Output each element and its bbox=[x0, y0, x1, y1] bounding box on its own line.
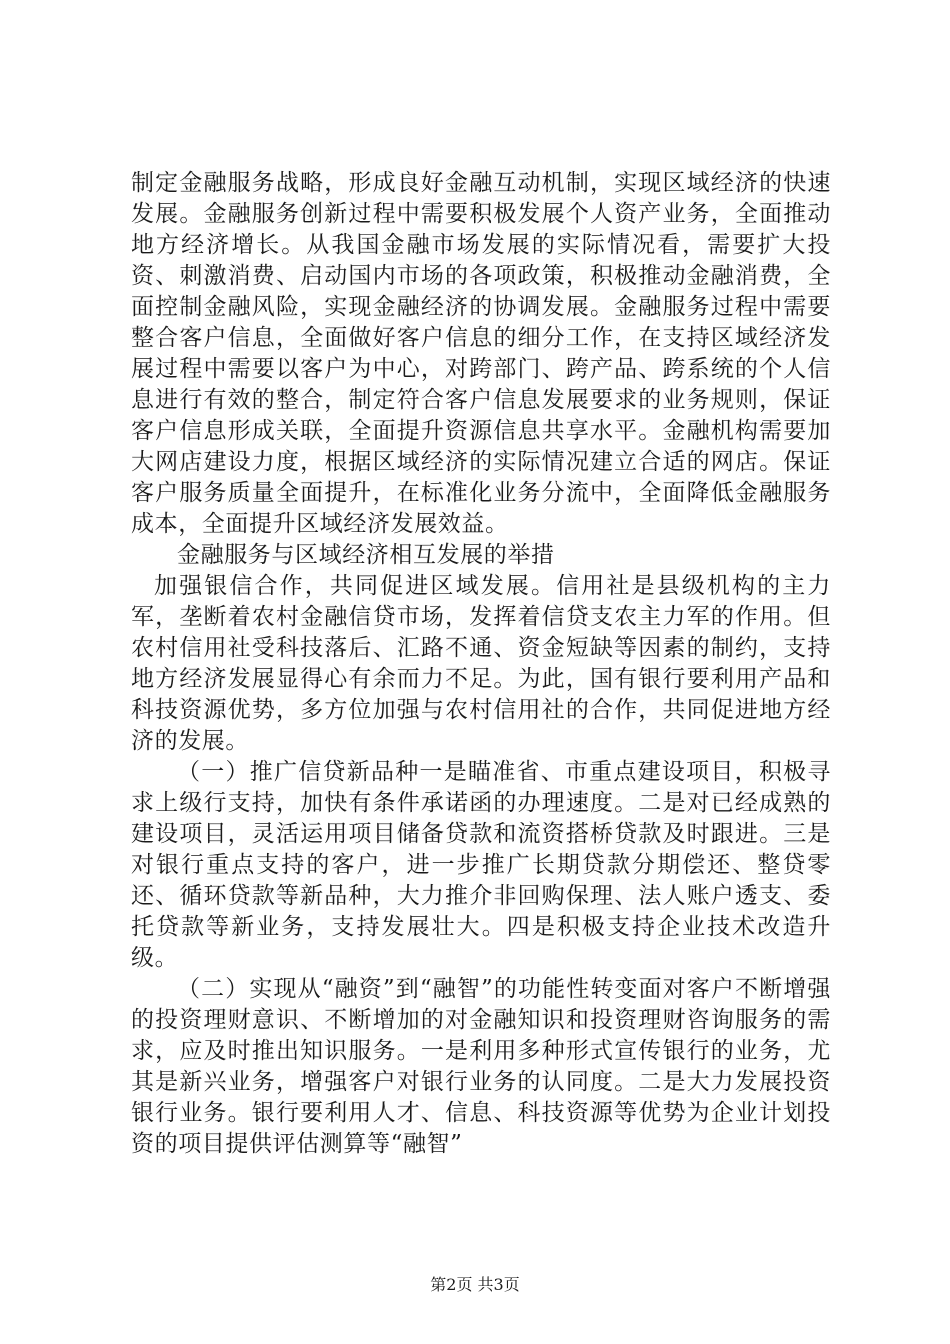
page-footer: 第2页 共3页 bbox=[430, 1275, 520, 1294]
document-body bbox=[131, 168, 831, 1160]
body-paragraph-1: 制定金融服务战略，形成良好金融互动机制，实现区域经济的快速发展。金融服务创新过程中需要积极发展个人资产业务，全面推动地方经济增长。从我国金融市场发展的实际情况看，需要扩大投资、刺激消费、启动国内市场的各项政策，积极推动金融消费，全面控制金融风险，实现金融经济的协调发展。金融服务过程中需要整合客户信息，全面做好客户信息的细分工作，在支持区域经济发展过程中需要以客户为中心，对跨部门、跨产品、跨系统的个人信息进行有效的整合，制定符合客户信息发展要求的业务规则，保证客户信息形成关联，全面提升资源信息共享水平。金融机构需要加大网店建设力度，根据区域经济的实际情况建立合适的网店。保证客户服务质量全面提升，在标准化业务分流中，全面降低金融服务成本，全面提升区域经济发展效益。 bbox=[131, 170, 831, 537]
body-paragraph-2: 加强银信合作，共同促进区域发展。信用社是县级机构的主力军，垄断着农村金融信贷市场，发挥着信贷支农主力军的作用。但农村信用社受科技落后、汇路不通、资金短缺等因素的制约，支持地方经济发展显得心有余而力不足。为此，国有银行要利用产品和科技资源优势，多方位加强与农村信用社的合作，共同促进地方经济的发展。 bbox=[131, 573, 831, 754]
body-paragraph-3: （一）推广信贷新品种一是瞄准省、市重点建设项目，积极寻求上级行支持，加快有条件承诺函的办理速度。二是对已经成熟的建设项目，灵活运用项目储备贷款和流资搭桥贷款及时跟进。三是对银行重点支持的客户，进一步推广长期贷款分期偿还、整贷零还、循环贷款等新品种，大力推介非回购保理、法人账户透支、委托贷款等新业务，支持发展壮大。四是积极支持企业技术改造升级。 bbox=[131, 759, 831, 971]
body-paragraph-4: （二）实现从“融资”到“融智”的功能性转变面对客户不断增强的投资理财意识、不断增加的对金融知识和投资理财咨询服务的需求，应及时推出知识服务。一是利用多种形式宣传银行的业务，尤其是新兴业务，增强客户对银行业务的认同度。二是大力发展投资银行业务。银行要利用人才、信息、科技资源等优势为企业计划投资的项目提供评估测算等“融智” bbox=[131, 976, 831, 1157]
section-heading: 金融服务与区域经济相互发展的举措 bbox=[177, 542, 555, 568]
